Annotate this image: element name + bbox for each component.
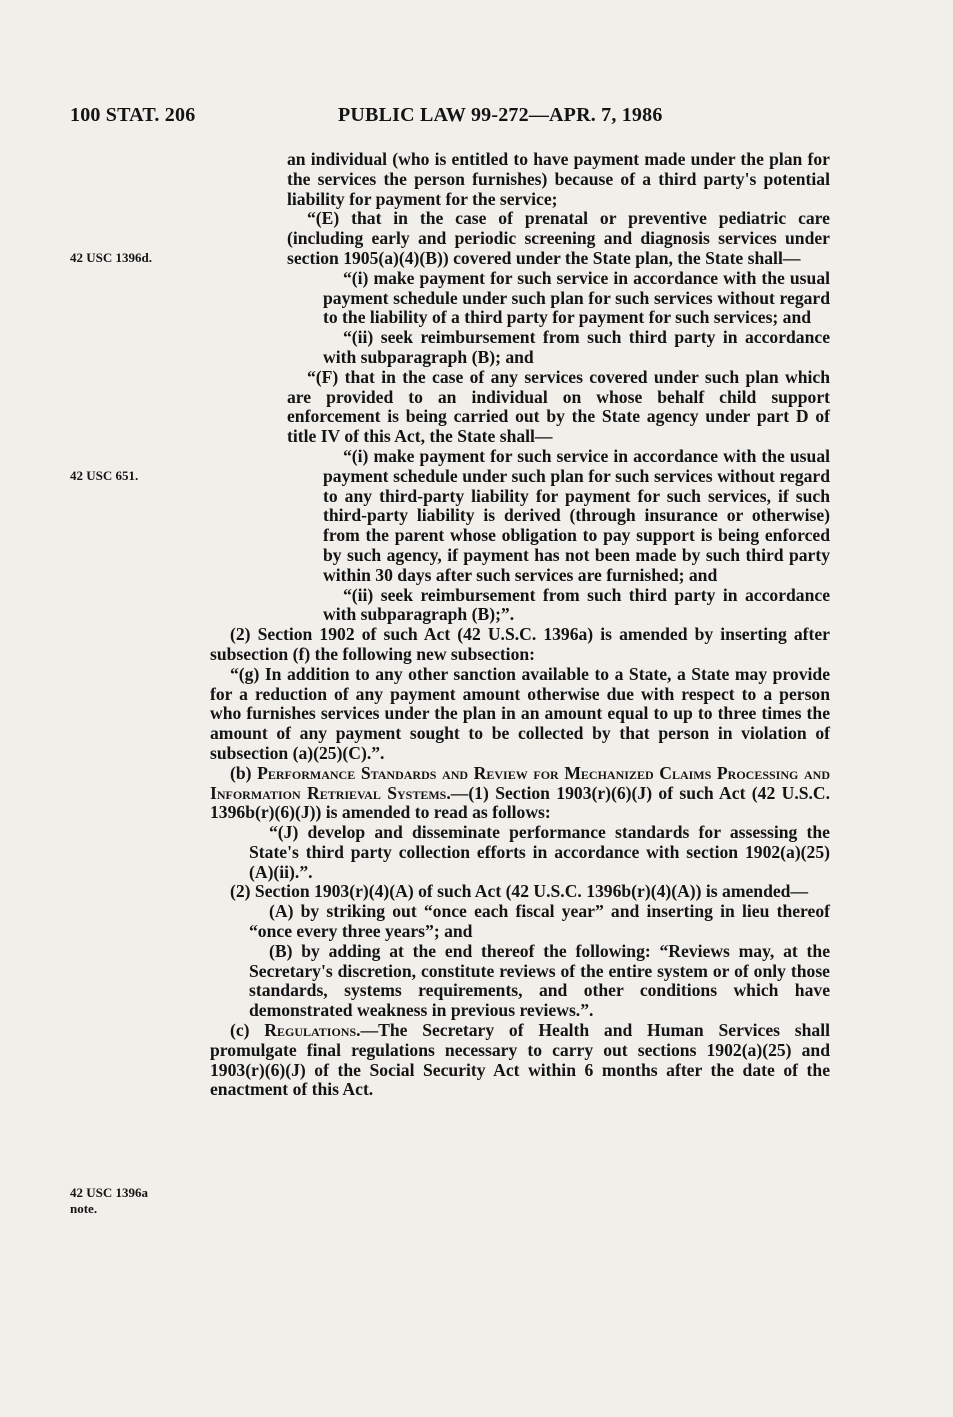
paragraph: “(E) that in the case of prenatal or preventive pediatric care (including early and periodic screening and diagnosis services under section 1905(a)(4)(B)) covered under the State plan, the State shall— <box>287 208 830 268</box>
paragraph: (B) by adding at the end thereof the following: “Reviews may, at the Secretary's discretion, constitute reviews of the entire system or of only those standards, systems requirements, and other conditions which have demonstrated weakness in previous reviews.”. <box>249 940 830 1021</box>
section-c <box>210 1021 830 1100</box>
margin-note-1396a-line1: 42 USC 1396a <box>70 1185 149 1200</box>
margin-note-1396d: 42 USC 1396d. <box>70 250 152 265</box>
margin-note-651: 42 USC 651. <box>70 468 139 483</box>
statute-body <box>210 150 830 1100</box>
margin-note-1396a <box>70 1185 148 1217</box>
page-title: PUBLIC LAW 99-272—APR. 7, 1986 <box>338 104 663 126</box>
section-c-text: —The Secretary of Health and Human Services shall promulgate final regulations necessary to carry out sections 1902(a)(25) and 1903(r)(6)(J) of the Social Security Act within 6 months after the date of the enactment of this Act. <box>210 1020 830 1100</box>
paragraph: “(i) make payment for such service in accordance with the usual payment schedule under such plan for such services without regard to the liability of a third party for payment for such services; and <box>323 267 830 328</box>
paragraph: “(J) develop and disseminate performance standards for assessing the State's third party collection efforts in accordance with section 1902(a)(25)(A)(ii).”. <box>249 822 830 882</box>
paragraph: (2) Section 1903(r)(4)(A) of such Act (42 U.S.C. 1396b(r)(4)(A)) is amended— <box>230 881 809 902</box>
paragraph: (2) Section 1902 of such Act (42 U.S.C. 1396a) is amended by inserting after subsection (f) the following new subsection: <box>210 624 830 664</box>
section-c-heading: Regulations. <box>264 1020 361 1041</box>
paragraph: “(i) make payment for such service in accordance with the usual payment schedule under such plan for such services without regard to any third-party liability for payment for such services, if such third-party liability is derived (through insurance or otherwise) from the parent whose obligation to pay support is being enforced by such agency, if payment has not been made by such third party within 30 days after such services are furnished; and <box>323 445 830 585</box>
section-b-lead: (b) <box>230 762 258 783</box>
paragraph: “(g) In addition to any other sanction available to a State, a State may provide for a reduction of any payment amount otherwise due with respect to a person who furnishes services under the plan in an amount equal to up to three times the amount of any payment sought to be collected by that person in violation of subsection (a)(25)(C).”. <box>210 663 830 763</box>
paragraph: “(ii) seek reimbursement from such third party in accordance with subparagraph (B); and <box>323 327 830 367</box>
paragraph: an individual (who is entitled to have payment made under the plan for the services the person furnishes) because of a third party's potential liability for payment for the service; <box>287 149 830 209</box>
page-reference: 100 STAT. 206 <box>70 104 196 126</box>
paragraph: “(ii) seek reimbursement from such third party in accordance with subparagraph (B);”. <box>323 584 830 625</box>
section-b-text: —(1) Section 1903(r)(6)(J) of such Act (42 U.S.C. 1396b(r)(6)(J)) is amended to read as follows: <box>210 782 831 823</box>
paragraph: (A) by striking out “once each fiscal year” and inserting in lieu thereof “once every three years”; and <box>249 901 830 942</box>
paragraph: “(F) that in the case of any services covered under such plan which are provided to an individual on whose behalf child support enforcement is being carried out by the State agency under part D of title IV of this Act, the State shall— <box>287 366 830 447</box>
section-b <box>210 764 830 823</box>
section-c-lead: (c) <box>230 1020 265 1041</box>
section-b-heading: Performance Standards and Review for Mechanized Claims Processing and Information Retrieval Systems. <box>210 762 830 803</box>
margin-note-1396a-line2: note. <box>70 1201 98 1216</box>
